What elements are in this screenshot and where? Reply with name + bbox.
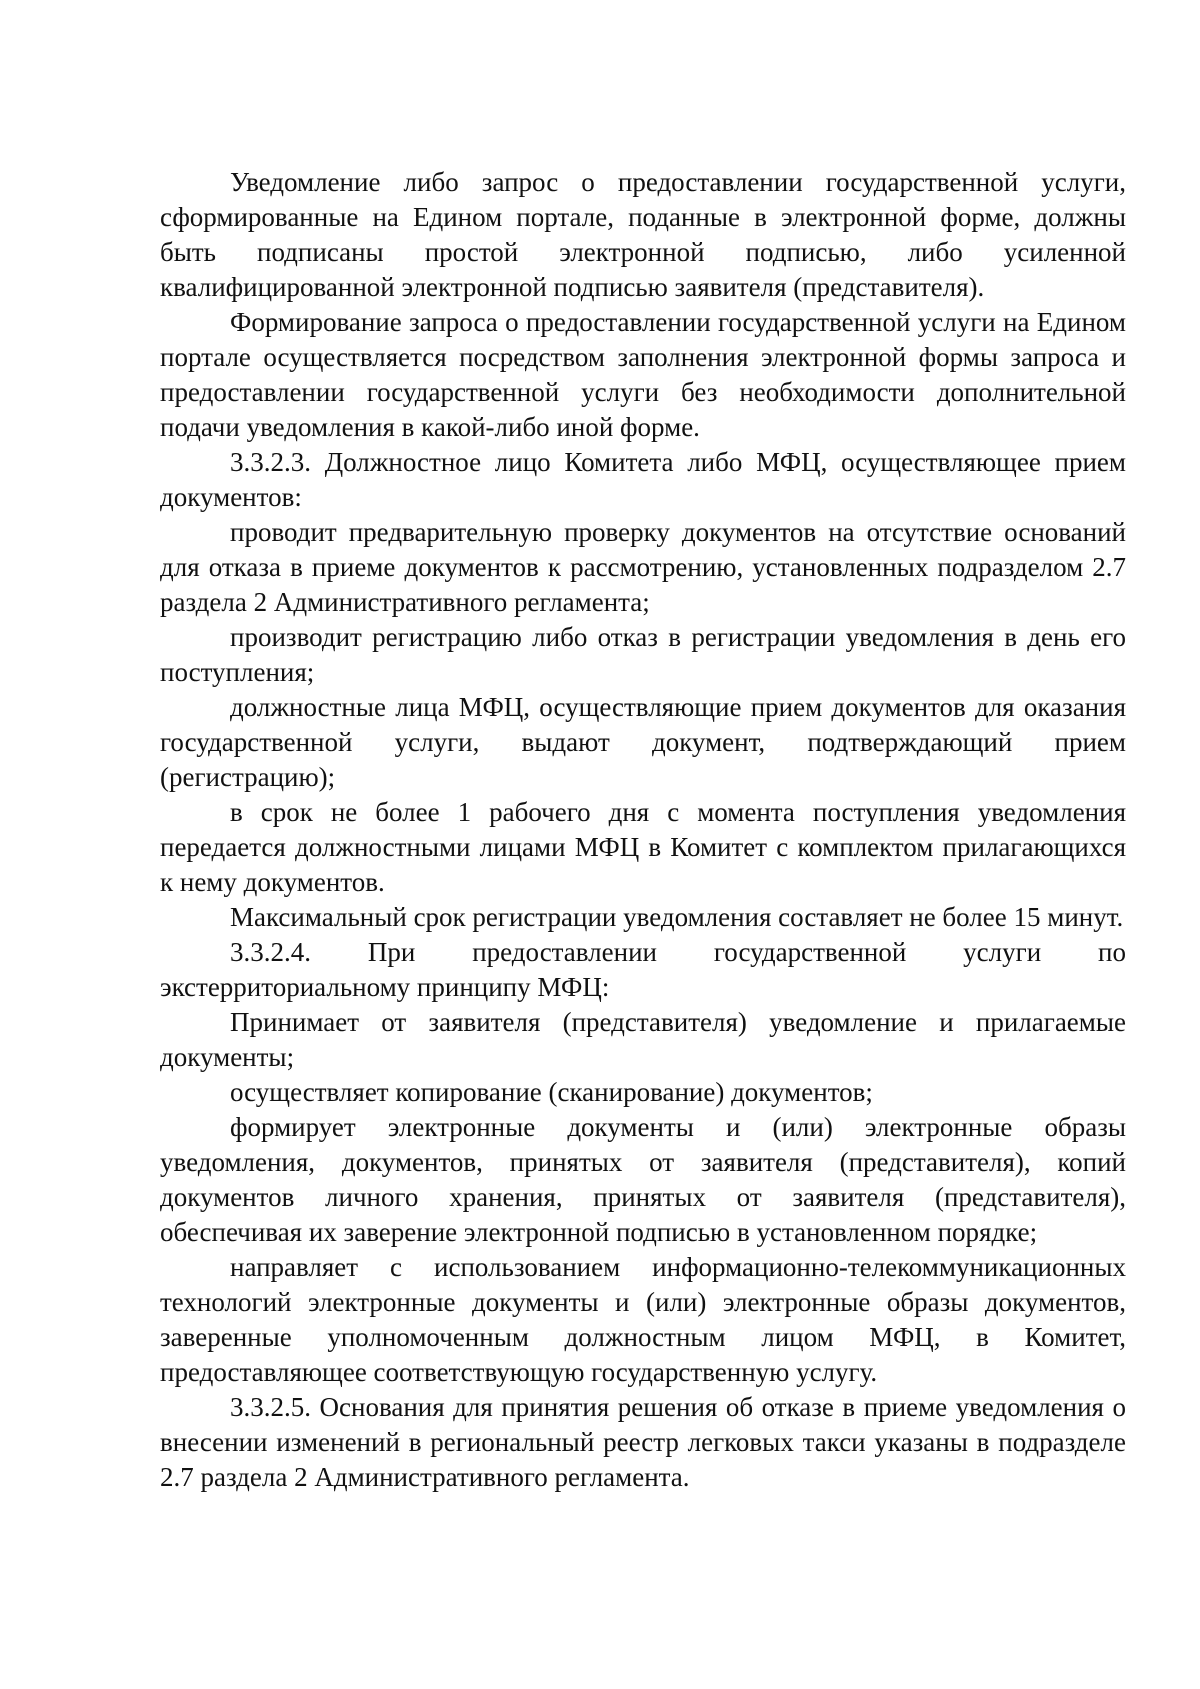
paragraph-copying: осуществляет копирование (сканирование) документов; [230, 1077, 873, 1107]
paragraph-electronic-documents: формирует электронные документы и (или) электронные образы уведомления, документов, принятых от заявителя (представителя), копий документов личного хранения, принятых от заявителя (представителя), обеспечивая их заверение электронной подписью в установленном порядке; [160, 1112, 1126, 1247]
paragraph-max-registration-time: Максимальный срок регистрации уведомления составляет не более 15 минут. [230, 902, 1124, 932]
document-page [160, 165, 1126, 1495]
paragraph-registration: производит регистрацию либо отказ в регистрации уведомления в день его поступления; [160, 622, 1126, 687]
paragraph-mfc-receipt: должностные лица МФЦ, осуществляющие прием документов для оказания государственной услуги, выдают документ, подтверждающий прием (регистрацию); [160, 692, 1126, 792]
paragraph-signature-requirements: Уведомление либо запрос о предоставлении государственной услуги, сформированные на Едином портале, поданные в электронной форме, должны быть подписаны простой электронной подписью, либо усиленной квалифицированной электронной подписью заявителя (представителя). [160, 167, 1126, 302]
paragraph-preliminary-check: проводит предварительную проверку документов на отсутствие оснований для отказа в приеме документов к рассмотрению, установленных подразделом 2.7 раздела 2 Административного регламента; [160, 517, 1126, 617]
paragraph-3-3-2-3: 3.3.2.3. Должностное лицо Комитета либо МФЦ, осуществляющее прием документов: [160, 447, 1126, 512]
paragraph-3-3-2-4: 3.3.2.4. При предоставлении государственной услуги по экстерриториальному принципу МФЦ: [160, 937, 1126, 1002]
paragraph-sends-documents: направляет с использованием информационно-телекоммуникационных технологий электронные документы и (или) электронные образы документов, заверенные уполномоченным должностным лицом МФЦ, в Комитет, предоставляющее соответствующую государственную услугу. [160, 1252, 1126, 1387]
paragraph-transfer-deadline: в срок не более 1 рабочего дня с момента поступления уведомления передается должностными лицами МФЦ в Комитет с комплектом прилагающихся к нему документов. [160, 797, 1126, 897]
paragraph-accepts-notification: Принимает от заявителя (представителя) уведомление и прилагаемые документы; [160, 1007, 1126, 1072]
paragraph-request-formation: Формирование запроса о предоставлении государственной услуги на Едином портале осуществляется посредством заполнения электронной формы запроса и предоставлении государственной услуги без необходимости дополнительной подачи уведомления в какой-либо иной форме. [160, 307, 1126, 442]
paragraph-3-3-2-5: 3.3.2.5. Основания для принятия решения об отказе в приеме уведомления о внесении изменений в региональный реестр легковых такси указаны в подразделе 2.7 раздела 2 Административного регламента. [160, 1392, 1126, 1492]
